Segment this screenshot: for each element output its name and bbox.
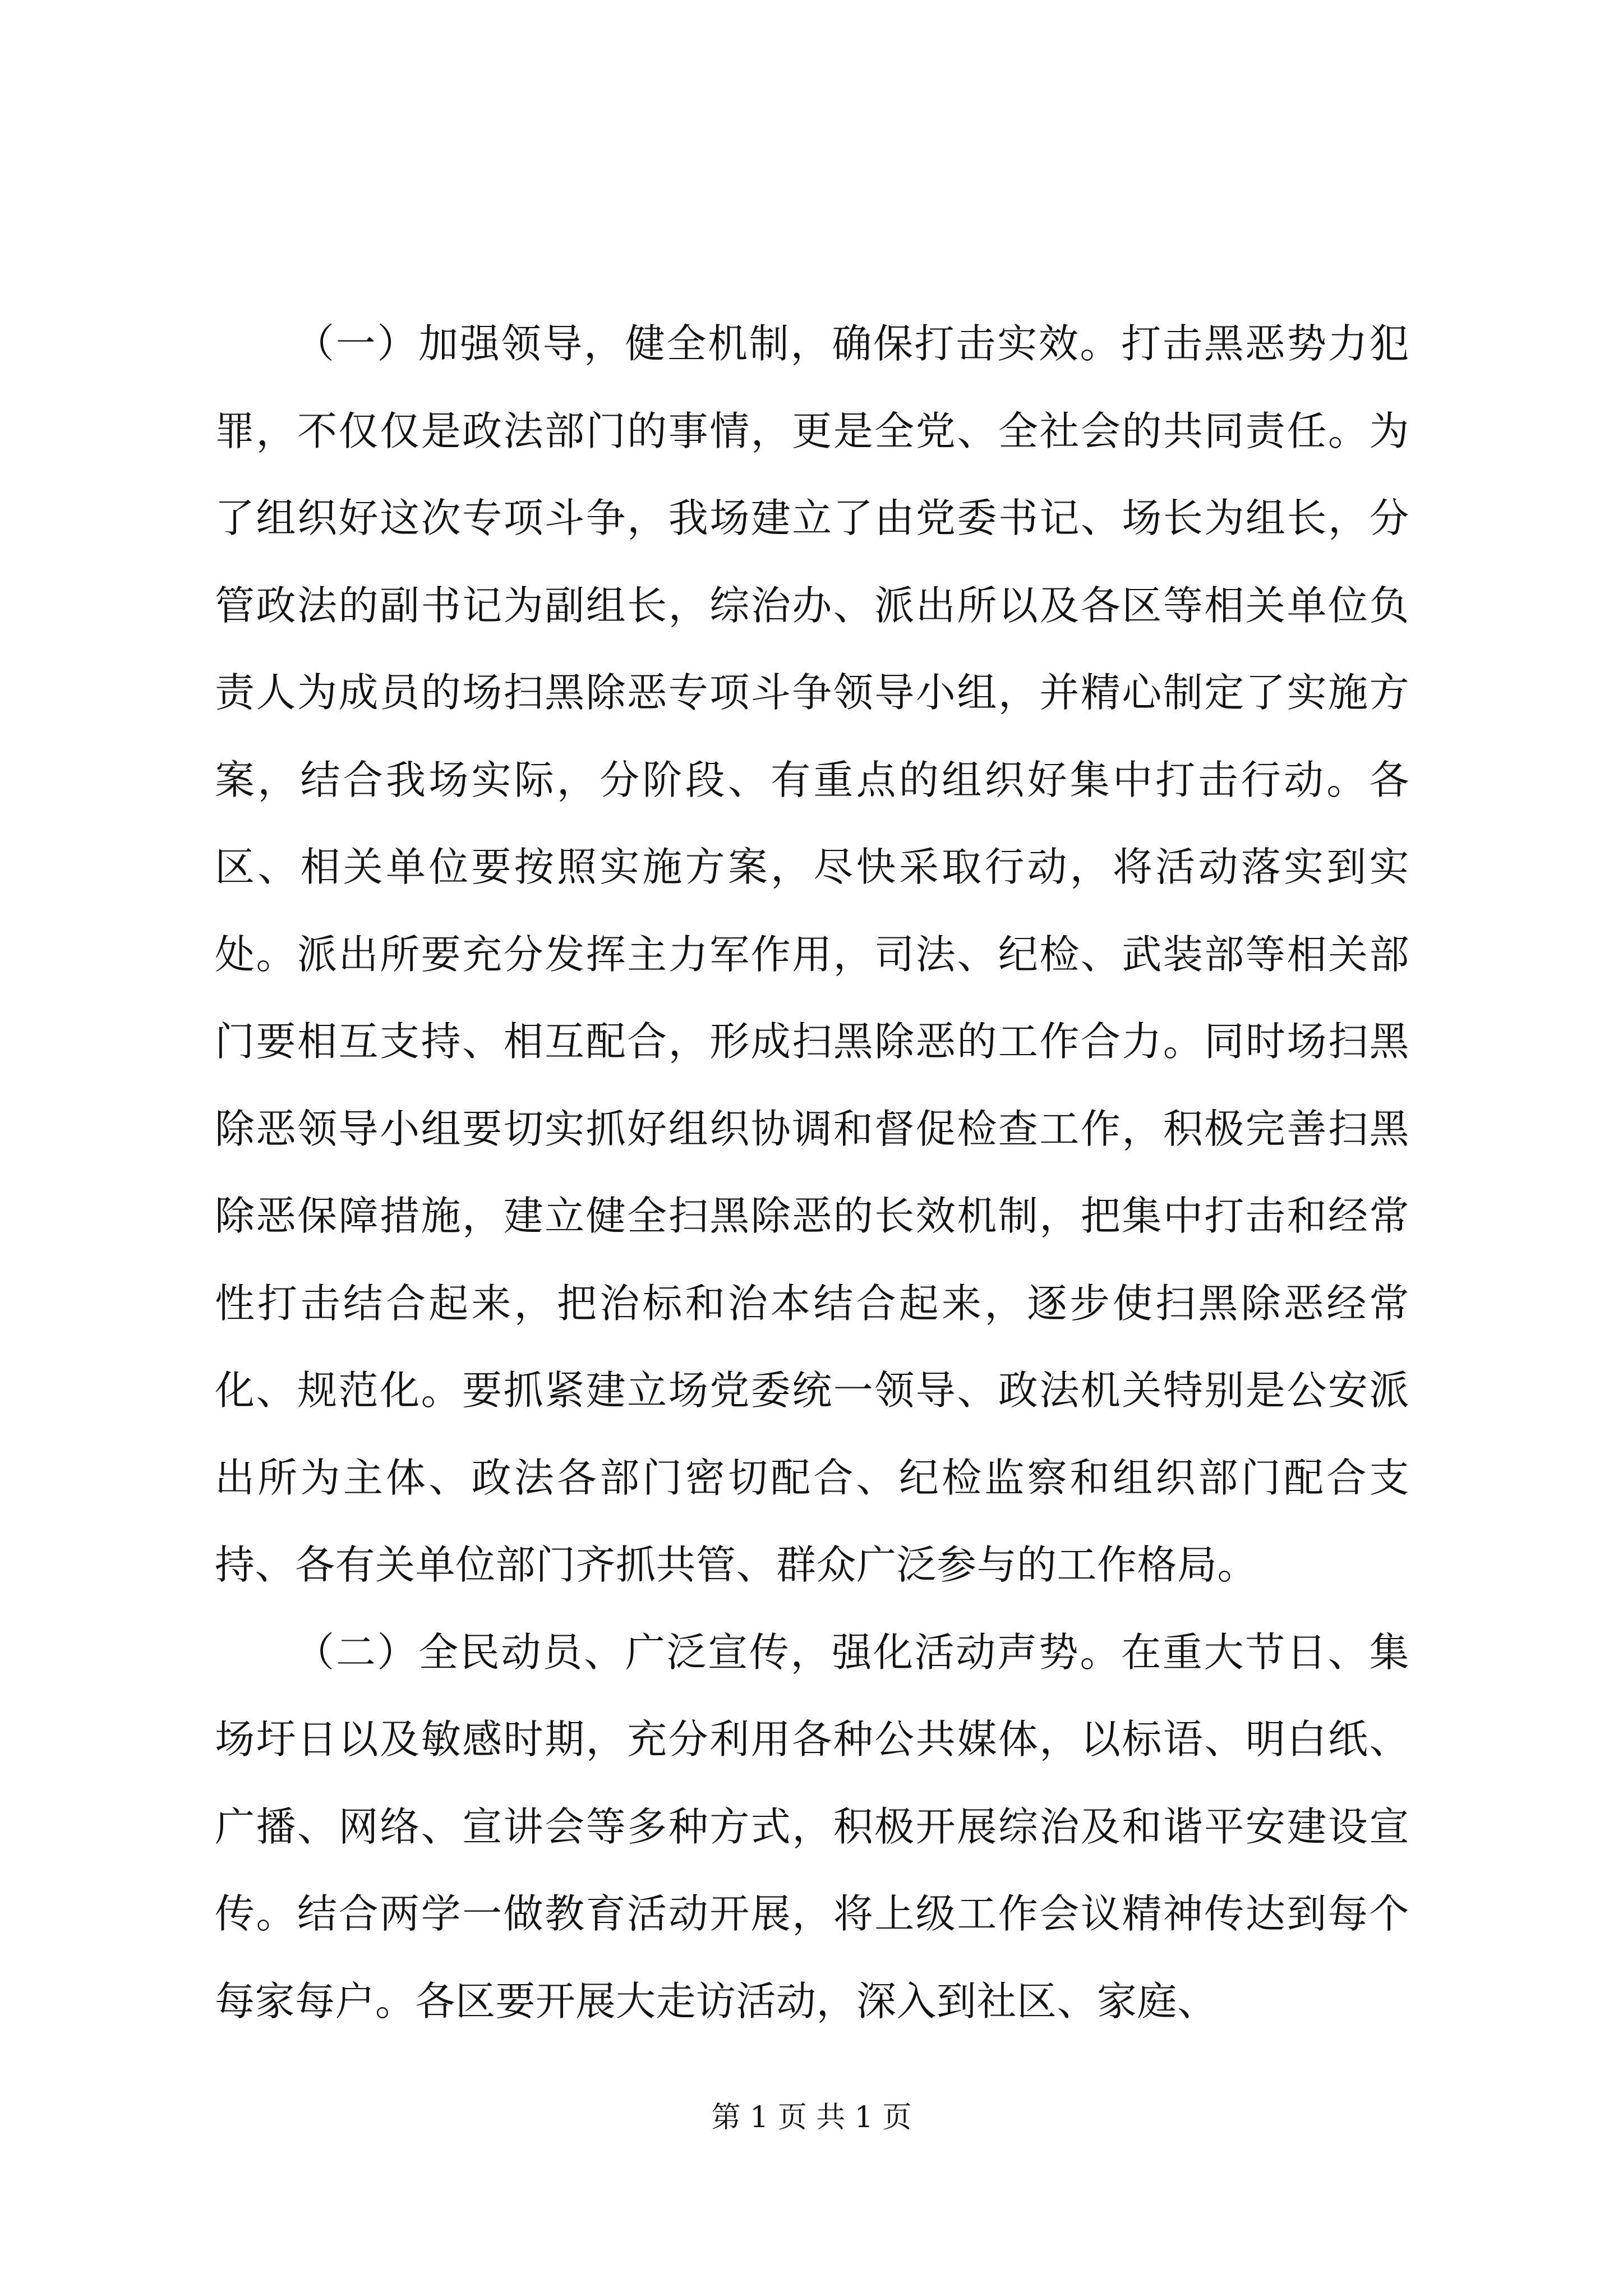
paragraph-2: （二）全民动员、广泛宣传，强化活动声势。在重大节日、集场圩日以及敏感时期，充分利用各种公共媒体，以标语、明白纸、广播、网络、宣讲会等多种方式，积极开展综治及和谐平安建设宣传。结合两学一做教育活动开展，将上级工作会议精神传达到每个每家每户。各区要开展大走访活动，深入到社区、家庭、	[215, 1628, 1409, 2024]
document-body	[215, 300, 1409, 2045]
paragraph-1: （一）加强领导，健全机制，确保打击实效。打击黑恶势力犯罪，不仅仅是政法部门的事情，更是全党、全社会的共同责任。为了组织好这次专项斗争，我场建立了由党委书记、场长为组长，分管政法的副书记为副组长，综治办、派出所以及各区等相关单位负责人为成员的场扫黑除恶专项斗争领导小组，并精心制定了实施方案，结合我场实际，分阶段、有重点的组织好集中打击行动。各区、相关单位要按照实施方案，尽快采取行动，将活动落实到实处。派出所要充分发挥主力军作用，司法、纪检、武装部等相关部门要相互支持、相互配合，形成扫黑除恶的工作合力。同时场扫黑除恶领导小组要切实抓好组织协调和督促检查工作，积极完善扫黑除恶保障措施，建立健全扫黑除恶的长效机制，把集中打击和经常性打击结合起来，把治标和治本结合起来，逐步使扫黑除恶经常化、规范化。要抓紧建立场党委统一领导、政法机关特别是公安派出所为主体、政法各部门密切配合、纪检监察和组织部门配合支持、各有关单位部门齐抓共管、群众广泛参与的工作格局。	[215, 320, 1409, 1588]
page-footer: 第 1 页 共 1 页	[711, 2101, 912, 2134]
